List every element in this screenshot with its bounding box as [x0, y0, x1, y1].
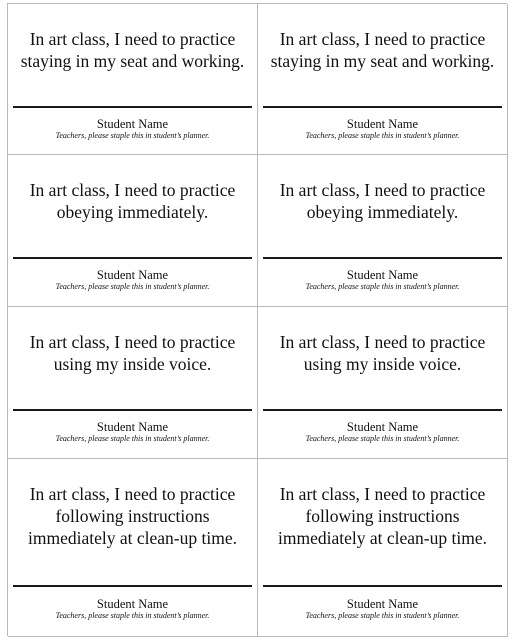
- behavior-card: [8, 4, 258, 155]
- message-line: staying in my seat and working.: [270, 51, 495, 71]
- staple-note: Teachers, please staple this in student’s planner.: [55, 434, 210, 443]
- staple-note: Teachers, please staple this in student’s planner.: [305, 282, 460, 291]
- student-name-label: Student Name: [96, 117, 169, 131]
- message-line: In art class, I need to practice: [279, 332, 486, 352]
- message-line: In art class, I need to practice: [29, 180, 236, 200]
- message-line: In art class, I need to practice: [29, 29, 236, 49]
- card-sheet: [7, 3, 507, 636]
- staple-note: Teachers, please staple this in student’s planner.: [55, 611, 210, 620]
- message-line: In art class, I need to practice: [279, 180, 486, 200]
- staple-note: Teachers, please staple this in student’s planner.: [305, 131, 460, 140]
- card-message: [8, 179, 257, 223]
- behavior-card: [258, 155, 508, 307]
- behavior-card: [258, 307, 508, 459]
- staple-note: Teachers, please staple this in student’s planner.: [305, 434, 460, 443]
- card-message: [258, 28, 507, 72]
- student-name-label: Student Name: [96, 597, 169, 611]
- signature-line: [13, 585, 252, 587]
- behavior-card: [8, 459, 258, 637]
- card-message: [258, 179, 507, 223]
- student-name-label: Student Name: [96, 420, 169, 434]
- signature-line: [263, 106, 502, 108]
- message-line: obeying immediately.: [306, 202, 459, 222]
- behavior-card: [258, 459, 508, 637]
- message-line: following instructions: [55, 506, 210, 526]
- staple-note: Teachers, please staple this in student’s planner.: [55, 282, 210, 291]
- message-line: In art class, I need to practice: [279, 484, 486, 504]
- card-message: [8, 483, 257, 549]
- card-message: [8, 28, 257, 72]
- behavior-card: [258, 4, 508, 155]
- message-line: using my inside voice.: [53, 354, 212, 374]
- staple-note: Teachers, please staple this in student’s planner.: [55, 131, 210, 140]
- student-name-label: Student Name: [346, 117, 419, 131]
- message-line: In art class, I need to practice: [29, 484, 236, 504]
- message-line: In art class, I need to practice: [279, 29, 486, 49]
- message-line: using my inside voice.: [303, 354, 462, 374]
- card-message: [258, 483, 507, 549]
- message-line: obeying immediately.: [56, 202, 209, 222]
- message-line: following instructions: [305, 506, 460, 526]
- signature-line: [13, 106, 252, 108]
- signature-line: [13, 257, 252, 259]
- behavior-card: [8, 307, 258, 459]
- staple-note: Teachers, please staple this in student’s planner.: [305, 611, 460, 620]
- message-line: In art class, I need to practice: [29, 332, 236, 352]
- student-name-label: Student Name: [346, 597, 419, 611]
- signature-line: [263, 585, 502, 587]
- card-message: [258, 331, 507, 375]
- signature-line: [263, 257, 502, 259]
- student-name-label: Student Name: [96, 268, 169, 282]
- behavior-card: [8, 155, 258, 307]
- message-line: immediately at clean-up time.: [278, 528, 487, 548]
- signature-line: [13, 409, 252, 411]
- card-message: [8, 331, 257, 375]
- student-name-label: Student Name: [346, 268, 419, 282]
- student-name-label: Student Name: [346, 420, 419, 434]
- signature-line: [263, 409, 502, 411]
- message-line: staying in my seat and working.: [20, 51, 245, 71]
- message-line: immediately at clean-up time.: [28, 528, 237, 548]
